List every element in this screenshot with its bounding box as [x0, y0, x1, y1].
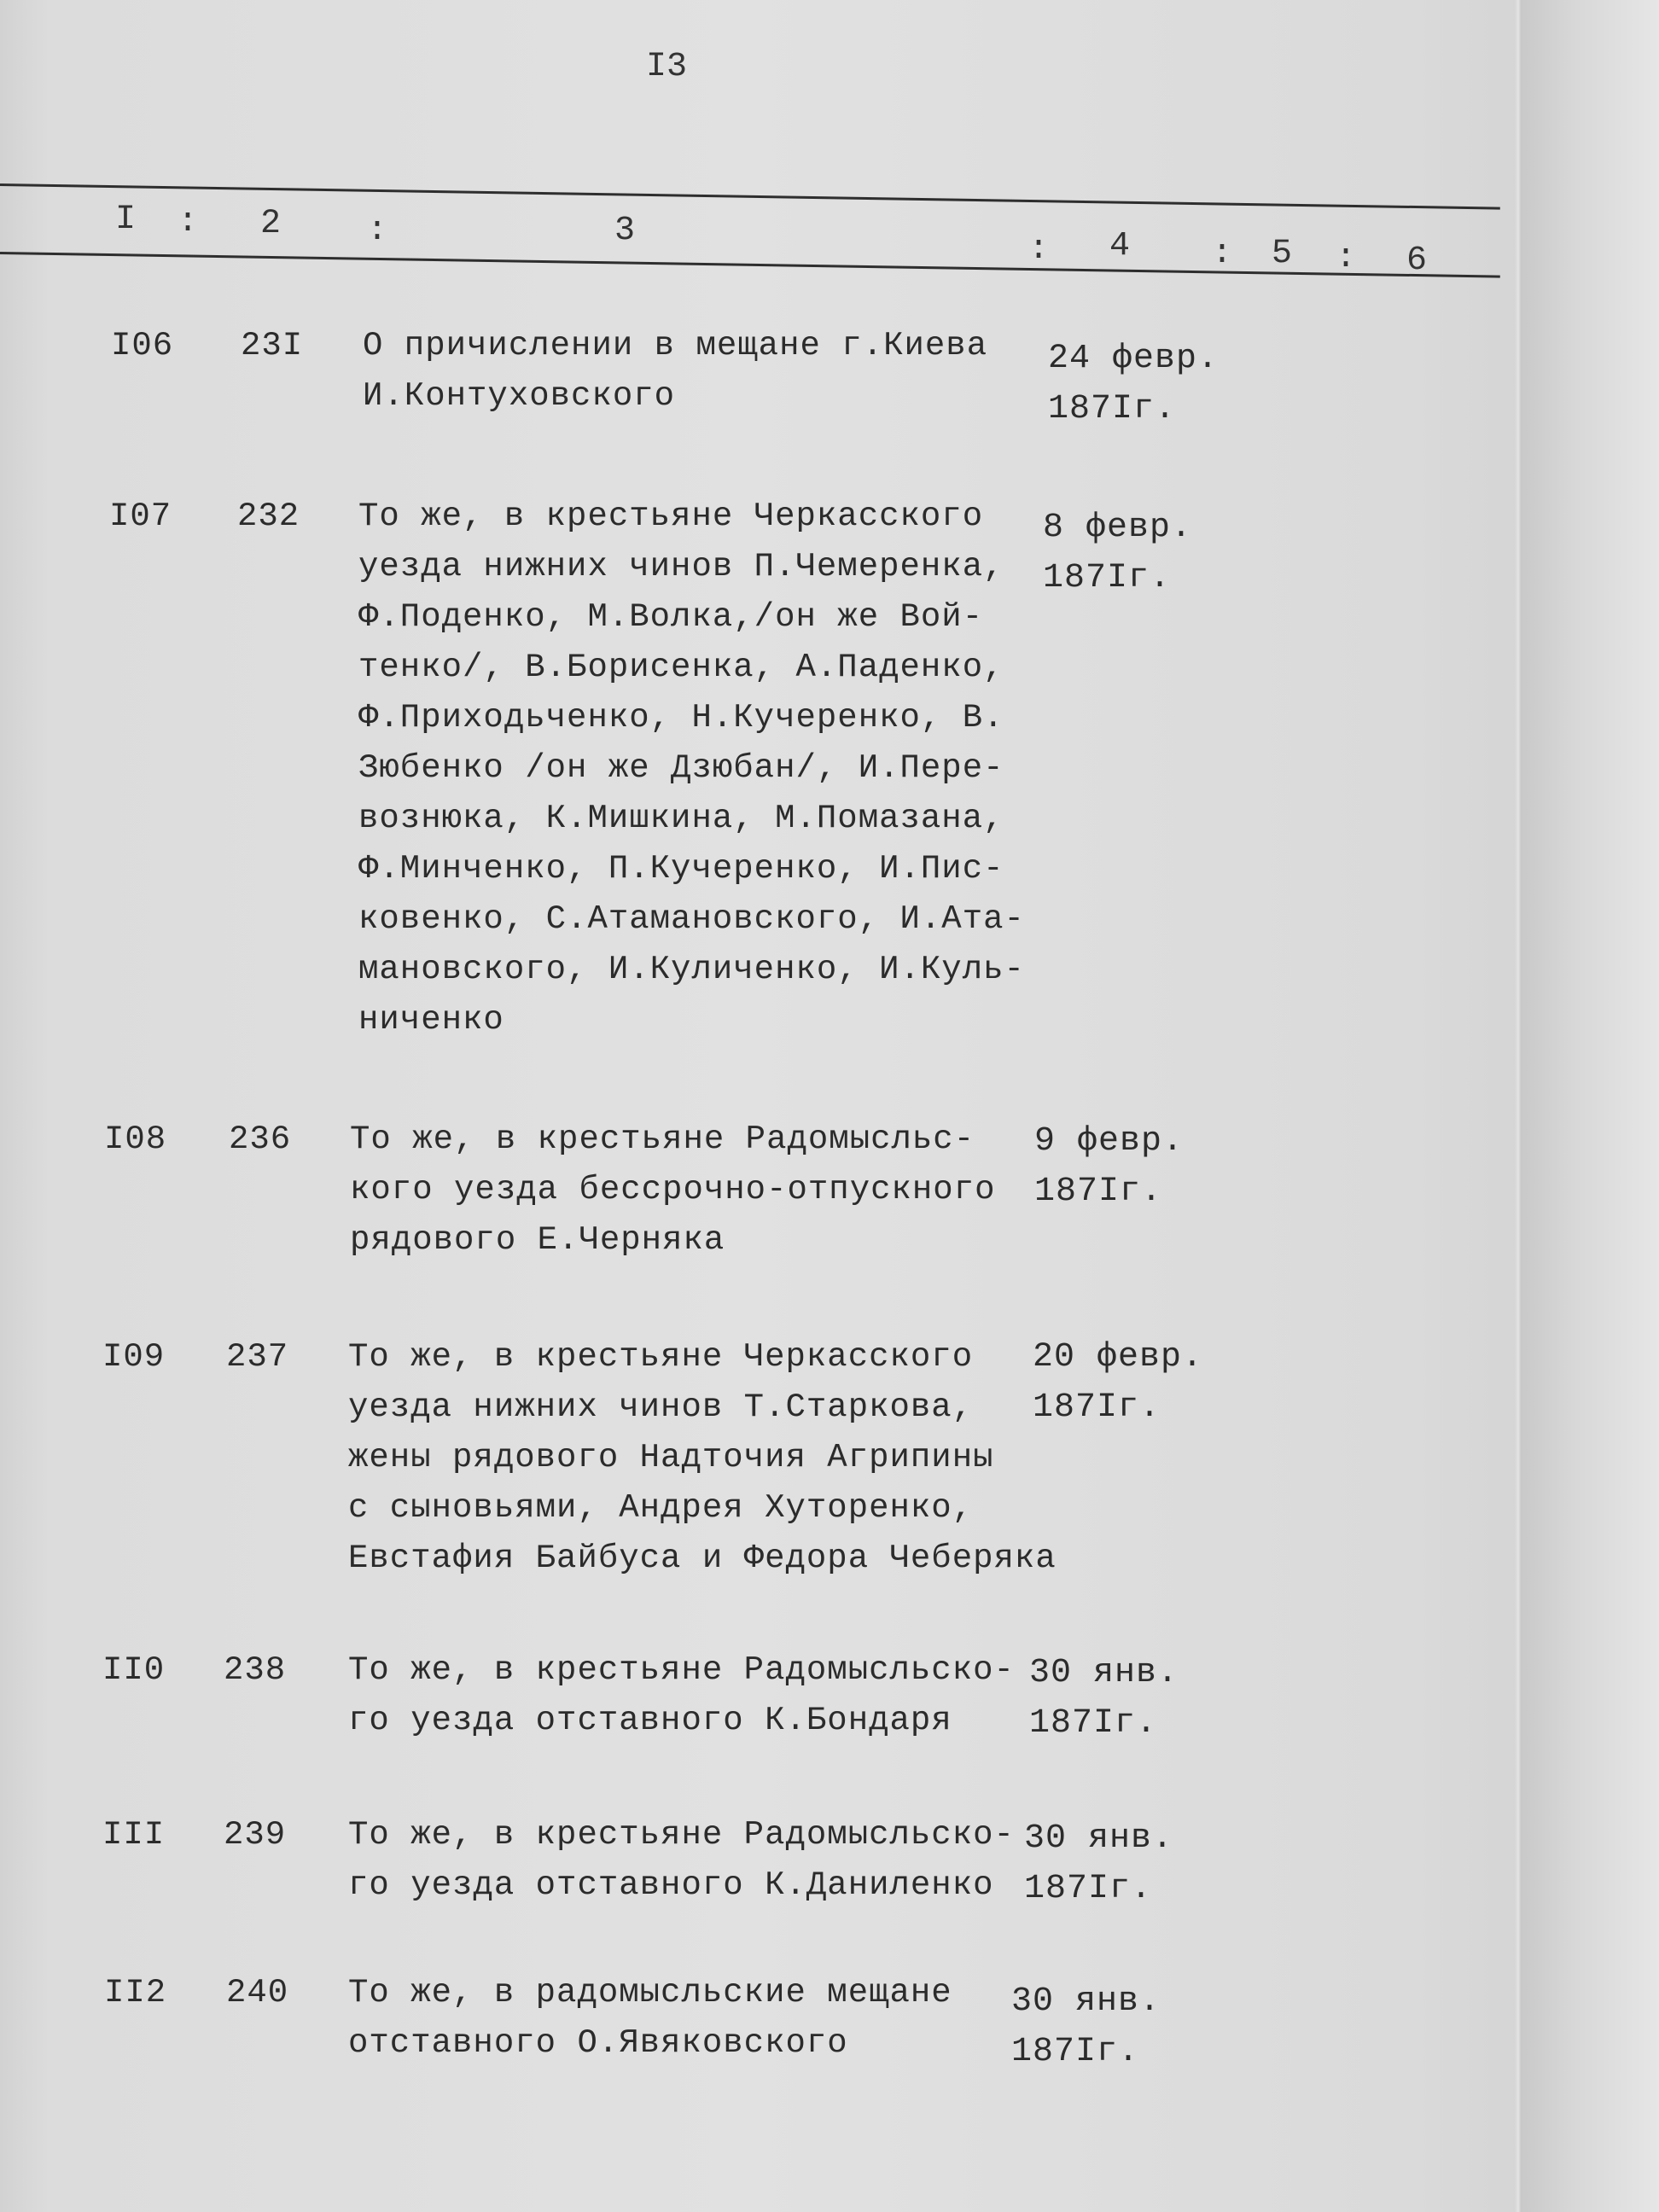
entry-description-line: Ф.Приходьченко, Н.Кучеренко, В.	[358, 699, 1004, 736]
entry-date: 187Iг.	[1024, 1870, 1153, 1908]
column-header-8: 5	[1272, 235, 1293, 273]
page-number: I3	[646, 48, 688, 86]
entry-description-line: с сыновьями, Андрея Хуторенко,	[348, 1489, 974, 1527]
page-shadow	[1522, 0, 1659, 2212]
entry-reference: 238	[224, 1651, 287, 1689]
header-rule-top	[0, 183, 1500, 210]
entry-date: 187Iг.	[1011, 2033, 1140, 2071]
column-header-3: :	[367, 212, 388, 250]
column-header-0: I	[115, 201, 137, 239]
entry-description-line: отставного О.Явяковского	[348, 2024, 848, 2062]
entry-number: II0	[102, 1651, 166, 1689]
column-header-5: :	[1028, 230, 1050, 269]
entry-description-line: Ф.Поденко, М.Волка,/он же Вой-	[358, 598, 984, 636]
column-header-7: :	[1212, 235, 1233, 273]
entry-description-line: ковенко, С.Атамановского, И.Ата-	[358, 900, 1025, 938]
entry-reference: 236	[229, 1121, 292, 1158]
entry-description-line: То же, в крестьяне Черкасского	[348, 1338, 974, 1376]
entry-description-line: Зюбенко /он же Дзюбан/, И.Пере-	[358, 749, 1004, 787]
entry-date: 30 янв.	[1011, 1982, 1161, 2021]
entry-description-line: жены рядового Надточия Агрипины	[348, 1439, 994, 1476]
entry-date: 187Iг.	[1043, 559, 1172, 597]
entry-reference: 237	[226, 1338, 289, 1376]
page-edge	[1515, 0, 1522, 2212]
entry-description-line: О причислении в мещане г.Киева	[363, 327, 988, 364]
entry-number: I06	[111, 327, 174, 364]
entry-date: 30 янв.	[1024, 1819, 1174, 1858]
entry-date: 8 февр.	[1043, 509, 1193, 547]
entry-description-line: рядового Е.Черняка	[350, 1221, 725, 1259]
entry-date: 24 февр.	[1048, 340, 1220, 378]
entry-number: I08	[104, 1121, 167, 1158]
entry-reference: 239	[224, 1816, 287, 1854]
entry-reference: 240	[226, 1974, 289, 2011]
entry-number: II2	[104, 1974, 167, 2011]
entry-description-line: То же, в крестьяне Радомысльско-	[348, 1816, 1015, 1854]
entry-description-line: И.Контуховского	[363, 377, 676, 415]
entry-reference: 23I	[241, 327, 304, 364]
entry-description-line: То же, в крестьяне Черкасского	[358, 498, 984, 535]
entry-reference: 232	[237, 498, 300, 535]
entry-number: I09	[102, 1338, 166, 1376]
entry-description-line: уезда нижних чинов Т.Старкова,	[348, 1388, 974, 1426]
entry-description-line: Ф.Минченко, П.Кучеренко, И.Пис-	[358, 850, 1004, 888]
entry-date: 187Iг.	[1033, 1388, 1161, 1427]
entry-description-line: То же, в радомысльские мещане	[348, 1974, 952, 2011]
entry-description-line: То же, в крестьяне Радомысльско-	[348, 1651, 1015, 1689]
entry-description-line: кого уезда бессрочно-отпускного	[350, 1171, 996, 1208]
entry-date: 187Iг.	[1048, 390, 1177, 428]
entry-description-line: Евстафия Байбуса и Федора Чеберяка	[348, 1540, 1057, 1577]
entry-description-line: тенко/, В.Борисенка, А.Паденко,	[358, 649, 1004, 686]
entry-date: 20 февр.	[1033, 1338, 1204, 1377]
entry-number: I07	[109, 498, 172, 535]
column-header-2: 2	[260, 205, 282, 243]
entry-description-line: ниченко	[358, 1001, 504, 1039]
column-header-10: 6	[1406, 242, 1428, 280]
column-header-9: :	[1336, 239, 1357, 277]
column-header-4: 3	[614, 212, 636, 250]
entry-description-line: вознюка, К.Мишкина, М.Помазана,	[358, 800, 1004, 837]
entry-description-line: То же, в крестьяне Радомысльс-	[350, 1121, 975, 1158]
entry-date: 187Iг.	[1034, 1173, 1163, 1211]
entry-date: 187Iг.	[1029, 1704, 1158, 1743]
entry-date: 9 февр.	[1034, 1122, 1185, 1161]
column-header-1: :	[178, 203, 199, 242]
entry-description-line: го уезда отставного К.Бондаря	[348, 1702, 952, 1739]
entry-description-line: го уезда отставного К.Даниленко	[348, 1866, 994, 1904]
entry-number: III	[102, 1816, 166, 1854]
entry-date: 30 янв.	[1029, 1654, 1179, 1692]
entry-description-line: мановского, И.Куличенко, И.Куль-	[358, 951, 1025, 988]
entry-description-line: уезда нижних чинов П.Чемеренка,	[358, 548, 1004, 585]
column-header-6: 4	[1109, 227, 1131, 265]
